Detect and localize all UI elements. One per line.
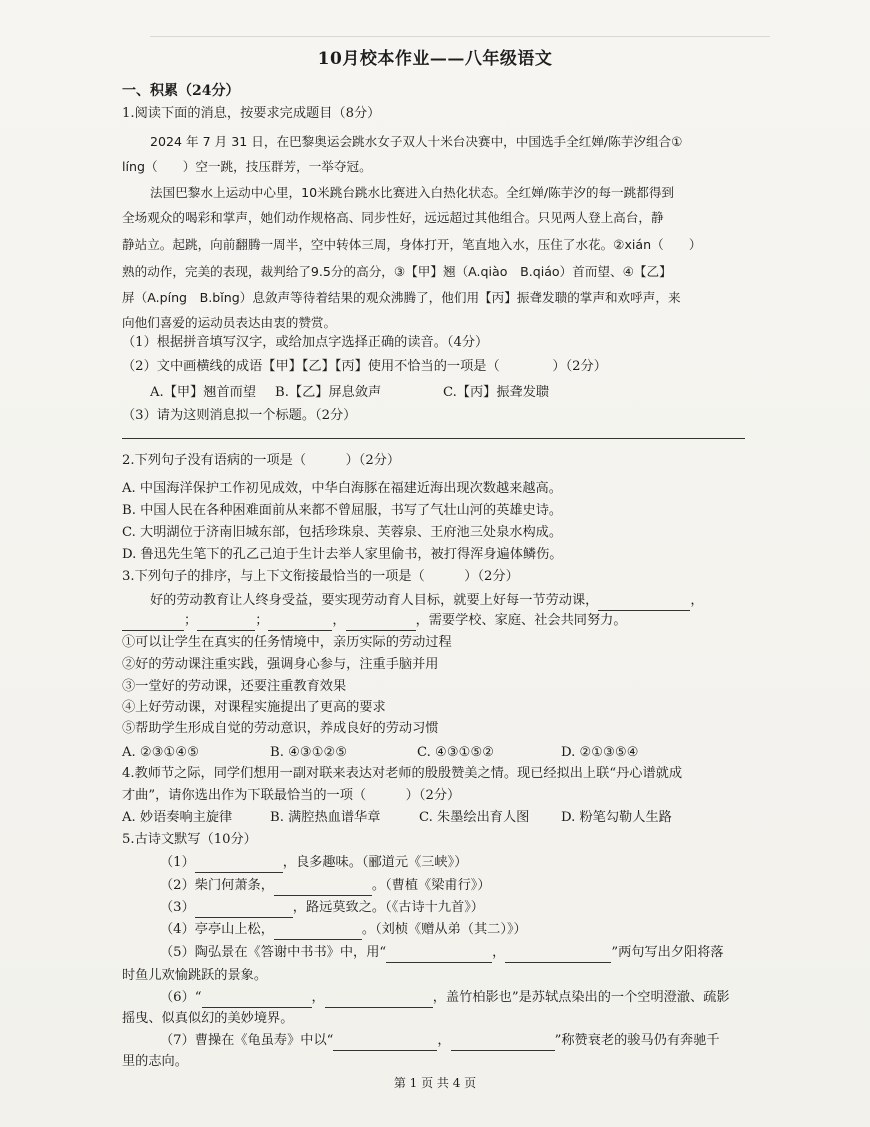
q3-stem-text2: ，需要学校、家庭、社会共同努力。	[415, 613, 627, 628]
fill-blank[interactable]	[333, 1036, 437, 1051]
q1-para2-line6: 向他们喜爱的运动员表达由衷的赞赏。	[122, 315, 337, 330]
fill-blank[interactable]	[451, 1036, 555, 1051]
q5-l5-comma: ，	[492, 945, 506, 960]
q2-heading: 2.下列句子没有语病的一项是（ ）（2分）	[122, 453, 401, 468]
q3-item-5: ⑤帮助学生形成自觉的劳动意识，养成良好的劳动习惯	[122, 721, 439, 736]
q1-sub1: （1）根据拼音填写汉字，或给加点字选择正确的读音。（4分）	[122, 335, 489, 350]
q5-l6-prefix: （6）“	[160, 990, 202, 1005]
q4-option-a: A. 妙语奏响主旋律	[122, 810, 233, 825]
q5-l3-suffix: ，路远莫致之。（《古诗十九首》）	[292, 900, 484, 915]
q1-sub2: （2）文中画横线的成语【甲】【乙】【丙】使用不恰当的一项是（ ）（2分）	[122, 359, 607, 374]
q5-l5-suffix: ”两句写出夕阳将落	[611, 945, 724, 960]
answer-line[interactable]	[122, 438, 745, 439]
q1-heading: 1.阅读下面的消息，按要求完成题目（8分）	[122, 106, 381, 121]
q5-l4-suffix: 。（刘桢《赠从弟（其二）》）	[361, 922, 527, 937]
fill-blank[interactable]	[274, 925, 362, 940]
fill-blank[interactable]	[274, 881, 372, 896]
q3-option-b: B. ④③①②⑤	[270, 745, 348, 760]
page-title: 10月校本作业——八年级语文	[317, 49, 553, 69]
fill-blank[interactable]	[268, 616, 332, 631]
q3-stem-text1: 好的劳动教育让人终身受益，要实现劳动育人目标，就要上好每一节劳动课，	[150, 593, 599, 608]
page-footer: 第 1 页 共 4 页	[393, 1076, 477, 1090]
q5-line-4	[160, 920, 527, 940]
q1-option-b: B.【乙】屏息敛声	[275, 385, 382, 400]
q2-option-c: C. 大明湖位于济南旧城东部，包括珍珠泉、芙蓉泉、王府池三处泉水构成。	[122, 525, 563, 540]
q3-option-d: D. ②①③⑤④	[561, 745, 639, 760]
fill-blank[interactable]	[598, 596, 690, 611]
q4-heading-line2: 才曲”，请你选出作为下联最恰当的一项（ ）（2分）	[122, 788, 461, 803]
q2-option-d: D. 鲁迅先生笔下的孔乙己迫于生计去举人家里偷书，被打得浑身遍体鳞伤。	[122, 547, 563, 562]
q5-l2-suffix: 。（曹植《梁甫行》）	[371, 878, 491, 893]
q3-stem-line2: ； ； ， ，需要学校、家庭、社会共同努力。	[122, 611, 627, 631]
q5-line-6b: 摇曳、似真似幻的美妙境界。	[122, 1011, 294, 1026]
q5-line-3	[160, 898, 484, 918]
q5-line-5	[160, 943, 724, 963]
q5-l7-suffix: ”称赞衰老的骏马仍有奔驰千	[554, 1033, 720, 1048]
q5-line-2	[160, 876, 491, 896]
section-heading: 一、积累（24分）	[122, 83, 240, 99]
q5-l6-suffix: ，盖竹柏影也”是苏轼点染出的一个空明澄澈、疏影	[432, 990, 730, 1005]
q5-line-1	[160, 853, 467, 873]
q3-heading: 3.下列句子的排序，与上下文衔接最恰当的一项是（ ）（2分）	[122, 569, 519, 584]
q1-para2-line3: 静站立。起跳，向前翻腾一周半，空中转体三周，身体打开，笔直地入水，压住了水花。②xián（ ）	[122, 237, 702, 252]
q5-line-7b: 里的志向。	[122, 1054, 188, 1069]
fill-blank[interactable]	[505, 948, 611, 963]
q3-item-1: ①可以让学生在真实的任务情境中，亲历实际的劳动过程	[122, 635, 452, 650]
q1-para2-line5: 屏（A.píng B.bǐng）息敛声等待着结果的观众沸腾了，他们用【丙】振聋发聩的掌声和欢呼声，来	[122, 290, 681, 305]
q5-line-5b: 时鱼儿欢愉跳跃的景象。	[122, 968, 268, 983]
q5-l3-prefix: （3）	[160, 900, 195, 915]
q1-para2-line4: 熟的动作，完美的表现，裁判给了9.5分的高分，③【甲】翘（A.qiào B.qiáo）首而望、④【乙】	[122, 264, 672, 279]
q3-stem-line1: 好的劳动教育让人终身受益，要实现劳动育人目标，就要上好每一节劳动课， ，	[150, 591, 704, 611]
q5-l6-comma: ，	[311, 990, 325, 1005]
q5-heading: 5.古诗文默写（10分）	[122, 832, 257, 847]
q1-para1-line2: líng（ ）空一跳，技压群芳，一举夺冠。	[122, 159, 372, 174]
q1-option-a: A.【甲】翘首而望	[150, 385, 257, 400]
q2-option-b: B. 中国人民在各种困难面前从来都不曾屈服，书写了气壮山河的英雄史诗。	[122, 503, 563, 518]
q1-para2-line1: 法国巴黎水上运动中心里，10米跳台跳水比赛进入白热化状态。全红婵/陈芋汐的每一跳都得到	[150, 185, 675, 200]
fill-blank[interactable]	[346, 616, 416, 631]
q3-item-2: ②好的劳动课注重实践，强调身心参与，注重手脑并用	[122, 657, 439, 672]
q5-l7-prefix: （7）曹操在《龟虽寿》中以“	[160, 1033, 334, 1048]
q4-option-b: B. 满腔热血谱华章	[270, 810, 381, 825]
q3-option-c: C. ④③①⑤②	[417, 745, 495, 760]
q1-para2-line2: 全场观众的喝彩和掌声，她们动作规格高、同步性好，远远超过其他组合。只见两人登上高台，静	[122, 210, 664, 225]
q1-para1-line1: 2024 年 7 月 31 日，在巴黎奥运会跳水女子双人十米台决赛中，中国选手全红婵/陈芋汐组合①	[150, 134, 683, 149]
q5-l4-prefix: （4）亭亭山上松，	[160, 922, 274, 937]
fill-blank[interactable]	[195, 903, 293, 918]
q5-line-6	[160, 988, 730, 1008]
q2-option-a: A. 中国海洋保护工作初见成效，中华白海豚在福建近海出现次数越来越高。	[122, 481, 562, 496]
q5-l1-prefix: （1）	[160, 855, 195, 870]
q1-option-c: C.【丙】振聋发聩	[443, 385, 550, 400]
fill-blank[interactable]	[202, 993, 312, 1008]
fill-blank[interactable]	[325, 993, 433, 1008]
q4-option-d: D. 粉笔勾勒人生路	[561, 810, 672, 825]
q3-item-4: ④上好劳动课，对课程实施提出了更高的要求	[122, 700, 386, 715]
q5-l2-prefix: （2）柴门何萧条，	[160, 878, 274, 893]
q5-l7-comma: ，	[437, 1033, 451, 1048]
q5-line-7	[160, 1031, 720, 1051]
q4-option-c: C. 朱墨绘出育人图	[419, 810, 530, 825]
q5-l5-prefix: （5）陶弘景在《答谢中书书》中，用“	[160, 945, 387, 960]
fill-blank[interactable]	[386, 948, 492, 963]
q3-item-3: ③一堂好的劳动课，还要注重教育效果	[122, 679, 347, 694]
fill-blank[interactable]	[195, 858, 283, 873]
q3-option-a: A. ②③①④⑤	[122, 745, 200, 760]
q1-sub3: （3）请为这则消息拟一个标题。（2分）	[122, 408, 357, 423]
fill-blank[interactable]	[122, 616, 184, 631]
q5-l1-suffix: ，良多趣味。（郦道元《三峡》）	[282, 855, 468, 870]
fill-blank[interactable]	[197, 616, 255, 631]
q4-heading-line1: 4.教师节之际，同学们想用一副对联来表达对老师的殷殷赞美之情。现已经拟出上联“丹心谱就成	[122, 766, 683, 781]
